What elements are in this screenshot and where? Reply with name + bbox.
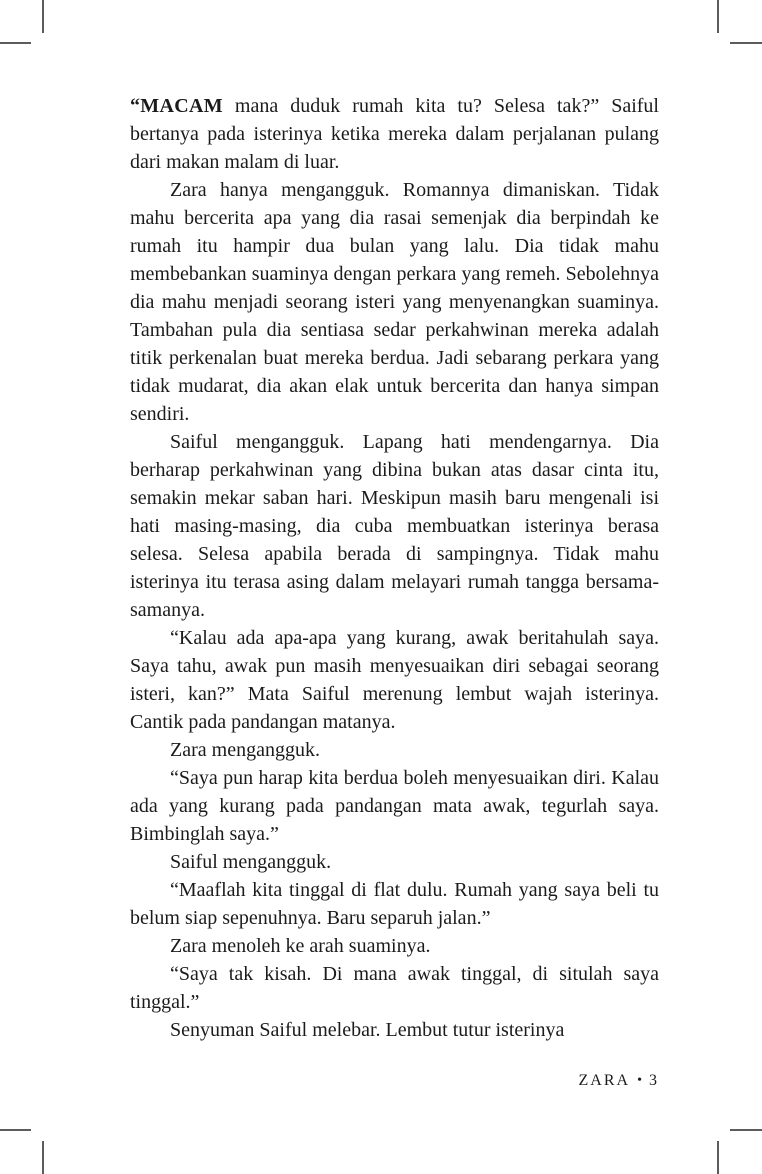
- paragraph: [130, 176, 659, 428]
- paragraph: [130, 624, 659, 736]
- crop-mark-bottom-left-horizontal: [0, 1129, 31, 1131]
- paragraph-text: Saiful mengangguk. Lapang hati mendengarnya. Dia berharap perkahwinan yang dibina bukan atas dasar cinta itu, semakin mekar saban hari. Meskipun masih baru mengenali isi hati masing-masing, dia cuba membuatkan isterinya berasa selesa. Selesa apabila berada di sampingnya. Tidak mahu isterinya itu terasa asing dalam melayari rumah tangga bersama-samanya.: [130, 431, 659, 621]
- paragraph-text: Saiful mengangguk.: [170, 851, 332, 873]
- paragraph-text: Zara menoleh ke arah suaminya.: [170, 935, 431, 957]
- paragraph-text: Senyuman Saiful melebar. Lembut tutur isterinya: [170, 1019, 565, 1041]
- crop-mark-bottom-right-horizontal: [730, 1129, 762, 1131]
- paragraph: [130, 876, 659, 932]
- paragraph-text: mana duduk rumah kita tu? Selesa tak?” Saiful bertanya pada isterinya ketika mereka dalam perjalanan pulang dari makan malam di luar.: [130, 95, 659, 173]
- crop-mark-top-left-horizontal: [0, 42, 31, 44]
- paragraph-text: “Kalau ada apa-apa yang kurang, awak beritahulah saya. Saya tahu, awak pun masih menyesuaikan diri sebagai seorang isteri, kan?” Mata Saiful merenung lembut wajah isterinya. Cantik pada pandangan matanya.: [130, 627, 659, 733]
- body-text: [130, 92, 659, 1044]
- crop-mark-bottom-left-vertical: [42, 1141, 44, 1174]
- paragraph-text: “Saya pun harap kita berdua boleh menyesuaikan diri. Kalau ada yang kurang pada pandangan mata awak, tegurlah saya. Bimbinglah saya.”: [130, 767, 659, 845]
- footer-separator: •: [637, 1073, 642, 1088]
- crop-mark-top-left-vertical: [42, 0, 44, 33]
- paragraph-text: Zara mengangguk.: [170, 739, 320, 761]
- page-number: 3: [649, 1072, 659, 1089]
- paragraph: [130, 764, 659, 848]
- page-footer: [130, 1070, 659, 1092]
- crop-mark-top-right-horizontal: [730, 42, 762, 44]
- paragraph-text: “Maaflah kita tinggal di flat dulu. Rumah yang saya beli tu belum siap sepenuhnya. Baru separuh jalan.”: [130, 879, 659, 929]
- paragraph: [130, 92, 659, 176]
- paragraph-lead-bold: “MACAM: [130, 95, 223, 117]
- paragraph: [130, 1016, 659, 1044]
- paragraph: [130, 932, 659, 960]
- paragraph: [130, 960, 659, 1016]
- crop-mark-bottom-right-vertical: [717, 1141, 719, 1174]
- crop-mark-top-right-vertical: [717, 0, 719, 33]
- paragraph: [130, 736, 659, 764]
- paragraph: [130, 428, 659, 624]
- paragraph-text: Zara hanya mengangguk. Romannya dimaniskan. Tidak mahu bercerita apa yang dia rasai semenjak dia berpindah ke rumah itu hampir dua bulan yang lalu. Dia tidak mahu membebankan suaminya dengan perkara yang remeh. Sebolehnya dia mahu menjadi seorang isteri yang menyenangkan suaminya. Tambahan pula dia sentiasa sedar perkahwinan mereka adalah titik perkenalan buat mereka berdua. Jadi sebarang perkara yang tidak mudarat, dia akan elak untuk bercerita dan hanya simpan sendiri.: [130, 179, 659, 425]
- book-title: ZARA: [578, 1072, 631, 1089]
- paragraph: [130, 848, 659, 876]
- paragraph-text: “Saya tak kisah. Di mana awak tinggal, di situlah saya tinggal.”: [130, 963, 659, 1013]
